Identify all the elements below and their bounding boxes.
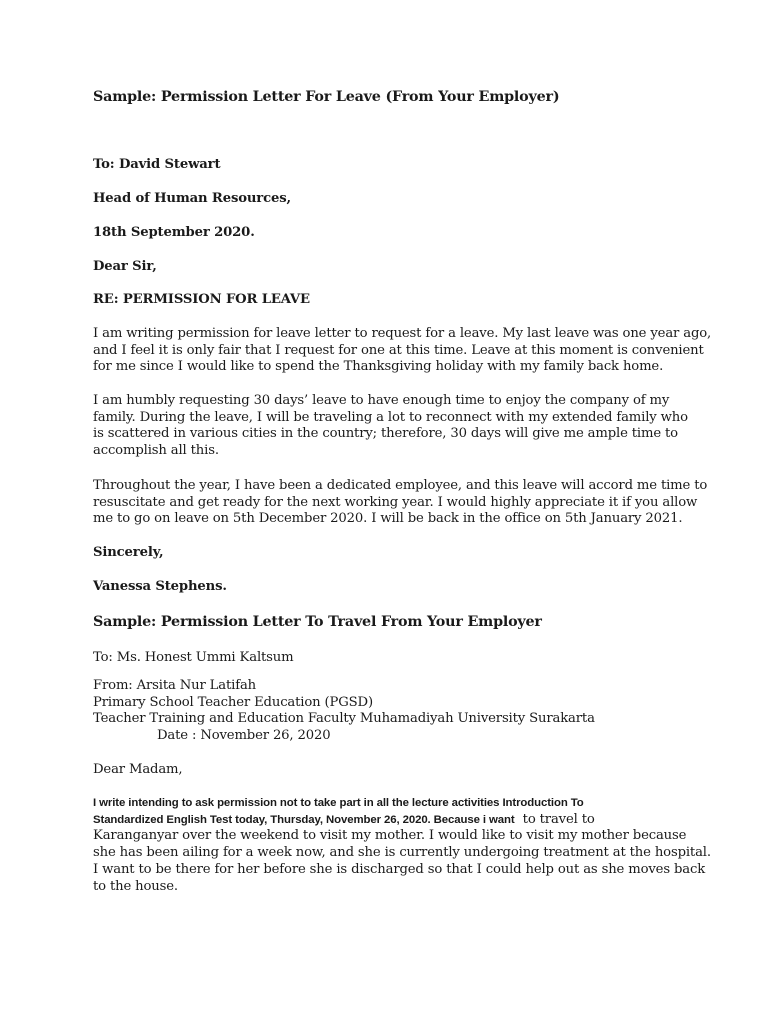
letter1-paragraph-2 bbox=[93, 393, 693, 460]
letter2-body bbox=[93, 795, 711, 895]
sender-faculty: Teacher Training and Education Faculty Muhamadiyah University Surakarta bbox=[93, 711, 595, 727]
letter1-recipient: To: David Stewart bbox=[93, 157, 221, 172]
letter1-signature: Vanessa Stephens. bbox=[93, 579, 227, 594]
letter1-closing: Sincerely, bbox=[93, 545, 164, 560]
paragraph-line: Karanganyar over the weekend to visit my mother. I would like to visit my mother because bbox=[93, 828, 687, 844]
paragraph-line: and I feel it is only fair that I request for one at this time. Leave at this moment is convenient bbox=[93, 342, 704, 358]
paragraph-line: to the house. bbox=[93, 878, 178, 894]
body-line-sans-part: Standardized English Test today, Thursday, November 26, 2020. Because i want bbox=[93, 813, 515, 826]
paragraph-line: accomplish all this. bbox=[93, 443, 219, 459]
letter2-recipient: To: Ms. Honest Ummi Kaltsum bbox=[93, 650, 294, 665]
letter2-salutation: Dear Madam, bbox=[93, 762, 183, 777]
letter2-title: Sample: Permission Letter To Travel From Your Employer bbox=[93, 614, 542, 630]
paragraph-line: resuscitate and get ready for the next working year. I would highly appreciate it if you allow bbox=[93, 494, 698, 510]
paragraph-line: I am writing permission for leave letter to request for a leave. My last leave was one year ago, bbox=[93, 326, 712, 341]
paragraph-line: me to go on leave on 5th December 2020. I will be back in the office on 5th January 2021. bbox=[93, 511, 683, 527]
letter2-date: Date : November 26, 2020 bbox=[157, 728, 331, 743]
body-line-serif-part: to travel to bbox=[522, 811, 595, 827]
paragraph-line: Throughout the year, I have been a dedicated employee, and this leave will accord me time to bbox=[93, 478, 708, 493]
letter2-sender-block bbox=[93, 678, 693, 728]
letter1-paragraph-1 bbox=[93, 326, 712, 376]
sender-name: From: Arsita Nur Latifah bbox=[93, 678, 257, 693]
paragraph-line: I want to be there for her before she is discharged so that I could help out as she moves back bbox=[93, 861, 706, 877]
paragraph-line: for me since I would like to spend the Thanksgiving holiday with my family back home. bbox=[93, 359, 664, 375]
paragraph-line: family. During the leave, I will be traveling a lot to reconnect with my extended family who bbox=[93, 409, 688, 425]
sender-department: Primary School Teacher Education (PGSD) bbox=[93, 694, 373, 710]
body-line-mixed bbox=[93, 812, 693, 829]
paragraph-line: is scattered in various cities in the country; therefore, 30 days will give me ample time to bbox=[93, 426, 678, 442]
letter1-salutation: Dear Sir, bbox=[93, 259, 157, 274]
paragraph-line: she has been ailing for a week now, and she is currently undergoing treatment at the hospital. bbox=[93, 845, 711, 861]
letter1-position: Head of Human Resources, bbox=[93, 191, 291, 206]
letter1-subject: RE: PERMISSION FOR LEAVE bbox=[93, 292, 310, 307]
paragraph-line: I am humbly requesting 30 days’ leave to have enough time to enjoy the company of my bbox=[93, 393, 670, 408]
body-line-sans: I write intending to ask permission not to take part in all the lecture activities Introduction To bbox=[93, 797, 584, 809]
letter1-title: Sample: Permission Letter For Leave (From Your Employer) bbox=[93, 89, 560, 105]
letter1-date: 18th September 2020. bbox=[93, 225, 255, 240]
letter1-paragraph-3 bbox=[93, 478, 708, 528]
